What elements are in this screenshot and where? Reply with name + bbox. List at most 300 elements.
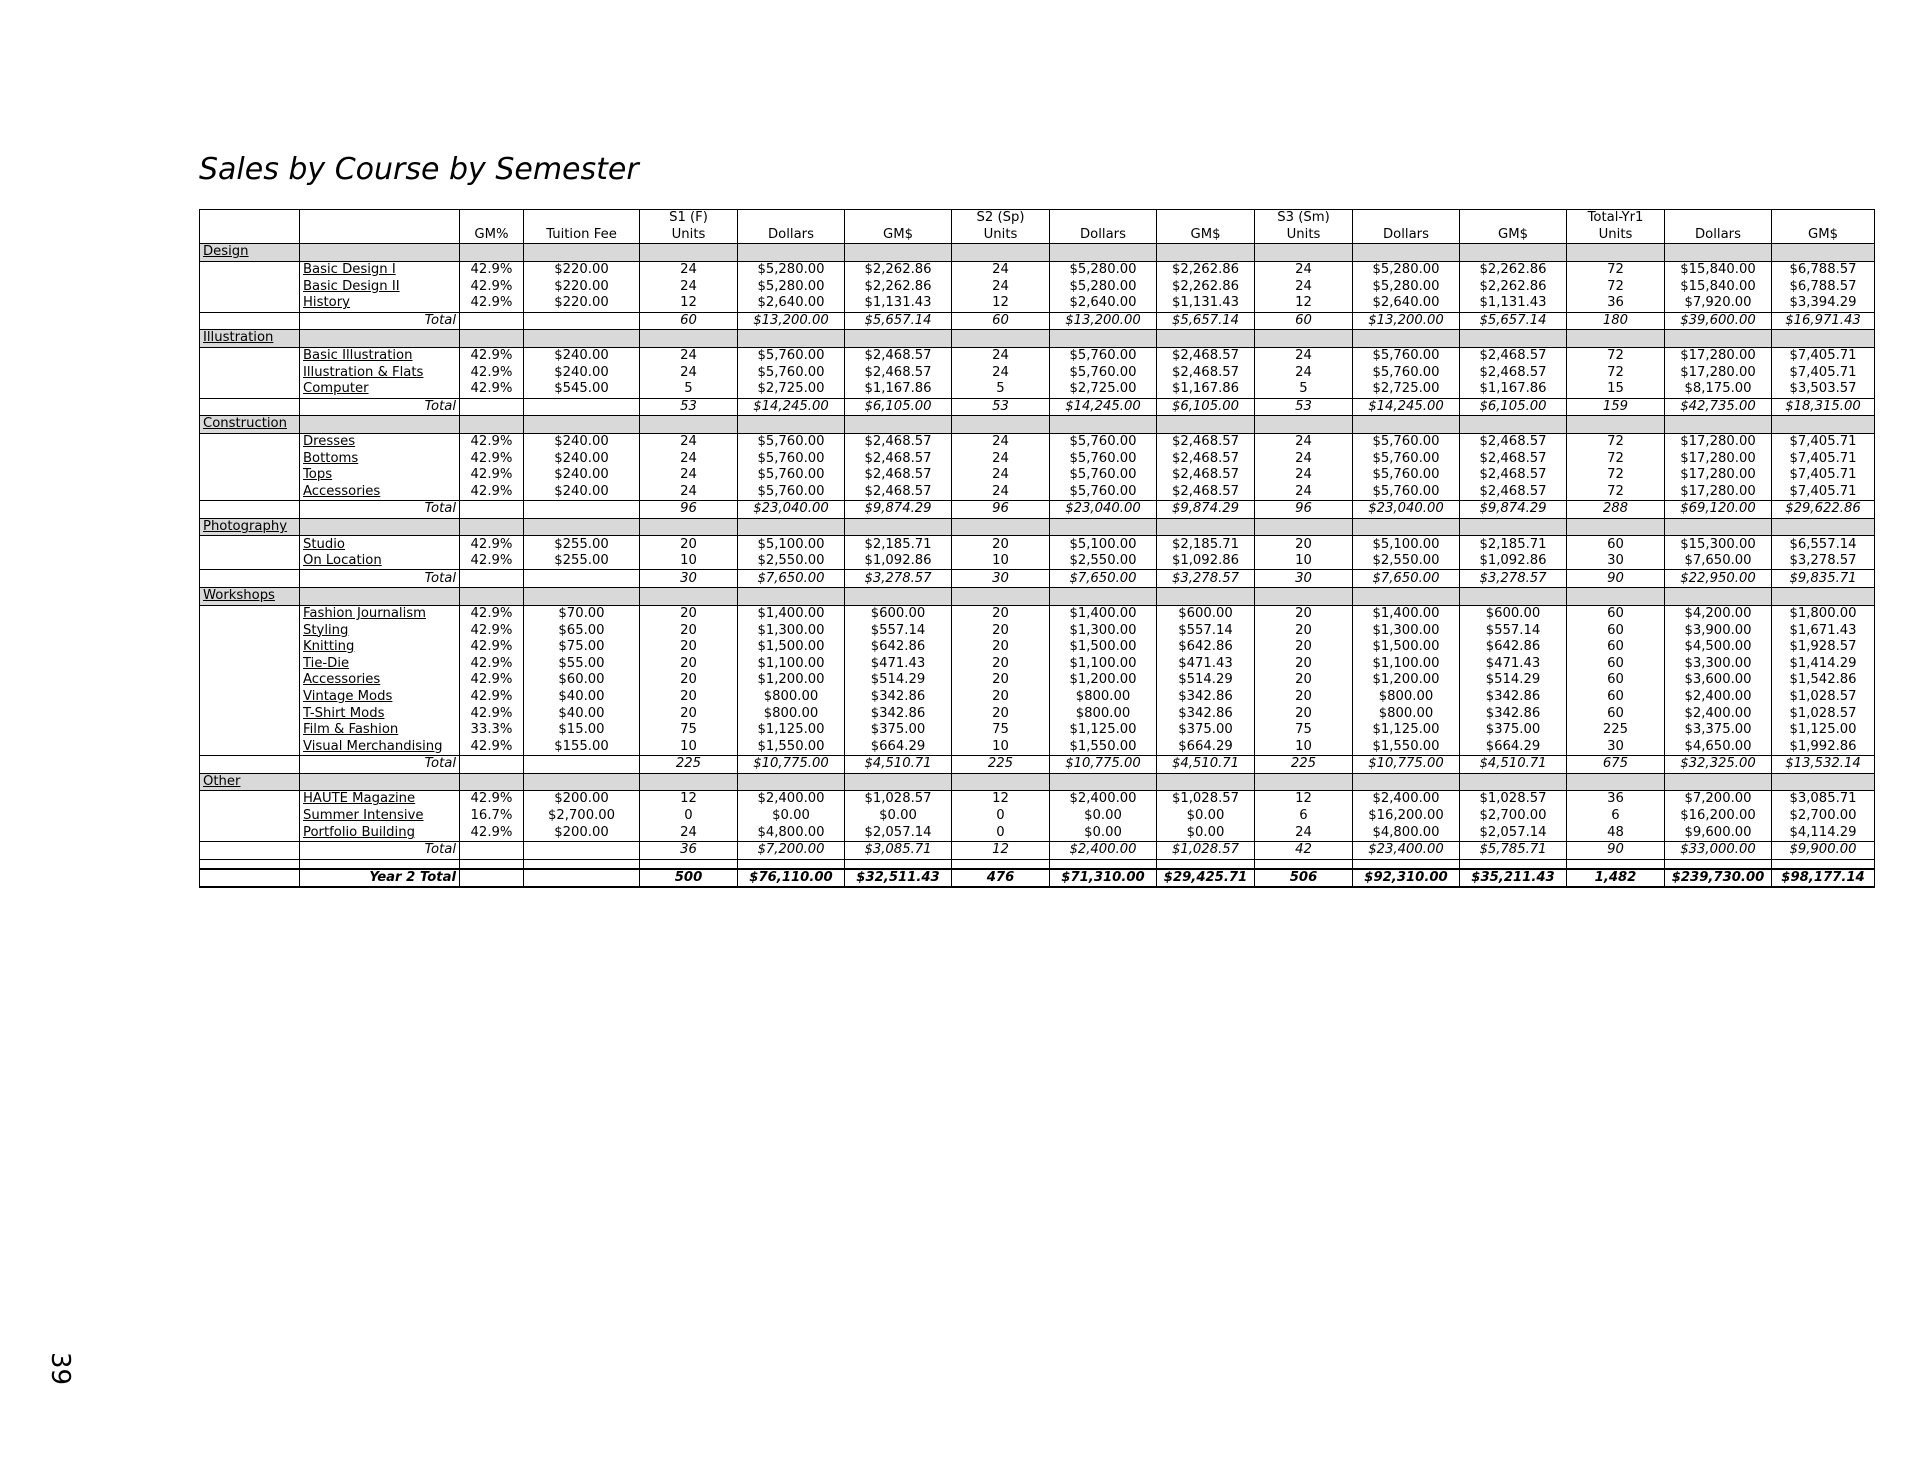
table-cell: $240.00 <box>524 484 640 501</box>
table-cell: $1,028.57 <box>1772 689 1875 706</box>
column-header: Units <box>952 227 1050 244</box>
grand-total-cell: $92,310.00 <box>1353 869 1460 888</box>
table-cell: $2,468.57 <box>1460 347 1567 364</box>
total-cell: $4,510.71 <box>1157 756 1255 774</box>
total-cell: $23,040.00 <box>1353 501 1460 519</box>
table-cell: $2,550.00 <box>1353 553 1460 570</box>
total-cell: $5,657.14 <box>845 312 952 330</box>
table-cell: $1,300.00 <box>1050 622 1157 639</box>
table-cell: $1,550.00 <box>1050 738 1157 755</box>
category-blank <box>1157 244 1255 262</box>
total-cell: $23,040.00 <box>1050 501 1157 519</box>
table-cell: $2,468.57 <box>845 364 952 381</box>
table-cell: $7,405.71 <box>1772 347 1875 364</box>
table-cell: $6,788.57 <box>1772 261 1875 278</box>
category-row <box>200 244 1875 262</box>
column-header: GM$ <box>1157 227 1255 244</box>
table-cell: 20 <box>640 672 738 689</box>
table-cell: $2,262.86 <box>845 261 952 278</box>
table-cell: 33.3% <box>460 722 524 739</box>
category-blank <box>1567 588 1665 606</box>
spacer-cell <box>1353 859 1460 869</box>
total-cell: 30 <box>1255 570 1353 588</box>
spacer-row <box>200 859 1875 869</box>
table-cell: $5,760.00 <box>1050 450 1157 467</box>
total-cell: $16,971.43 <box>1772 312 1875 330</box>
table-cell: $1,671.43 <box>1772 622 1875 639</box>
category-blank <box>738 518 845 536</box>
total-cell: $7,650.00 <box>738 570 845 588</box>
table-cell: $16,200.00 <box>1353 808 1460 825</box>
course-name: Basic Illustration <box>300 347 460 364</box>
table-cell: $1,100.00 <box>1353 655 1460 672</box>
table-cell: $342.86 <box>1157 689 1255 706</box>
row-blank <box>200 364 300 381</box>
table-cell: $2,185.71 <box>1157 536 1255 553</box>
category-blank <box>300 518 460 536</box>
table-cell: 12 <box>640 295 738 312</box>
table-cell: 10 <box>1255 738 1353 755</box>
table-cell: $2,468.57 <box>845 467 952 484</box>
table-cell: 75 <box>952 722 1050 739</box>
table-cell: 42.9% <box>460 705 524 722</box>
table-cell: 24 <box>1255 364 1353 381</box>
table-cell: $5,760.00 <box>1353 433 1460 450</box>
table-cell: $70.00 <box>524 605 640 622</box>
column-header: Dollars <box>738 227 845 244</box>
table-cell: $5,100.00 <box>738 536 845 553</box>
category-blank <box>640 518 738 536</box>
total-cell: 288 <box>1567 501 1665 519</box>
table-cell: $1,167.86 <box>1460 381 1567 398</box>
table-cell: $1,414.29 <box>1772 655 1875 672</box>
table-cell: $1,928.57 <box>1772 639 1875 656</box>
grand-total-cell: $76,110.00 <box>738 869 845 888</box>
grand-total-cell <box>524 869 640 888</box>
total-cell: $3,278.57 <box>845 570 952 588</box>
total-cell: $13,200.00 <box>1050 312 1157 330</box>
category-blank <box>460 416 524 434</box>
category-blank <box>1567 518 1665 536</box>
total-cell: $3,278.57 <box>1460 570 1567 588</box>
table-cell: 30 <box>1567 738 1665 755</box>
table-row <box>200 467 1875 484</box>
column-header: Dollars <box>1050 227 1157 244</box>
table-cell: $7,920.00 <box>1665 295 1772 312</box>
table-cell: 24 <box>952 484 1050 501</box>
table-cell: $800.00 <box>738 705 845 722</box>
table-cell: $6,557.14 <box>1772 536 1875 553</box>
table-cell: $5,760.00 <box>738 347 845 364</box>
total-cell: 60 <box>952 312 1050 330</box>
table-cell: $664.29 <box>1460 738 1567 755</box>
category-blank <box>524 773 640 791</box>
table-cell: 42.9% <box>460 295 524 312</box>
table-cell: 24 <box>640 824 738 841</box>
spacer-cell <box>640 859 738 869</box>
table-cell: 42.9% <box>460 672 524 689</box>
category-blank <box>1050 518 1157 536</box>
table-cell: $2,725.00 <box>1050 381 1157 398</box>
total-cell <box>460 570 524 588</box>
table-cell: 20 <box>1255 622 1353 639</box>
category-row <box>200 588 1875 606</box>
table-cell: $664.29 <box>1157 738 1255 755</box>
category-row <box>200 518 1875 536</box>
table-cell: $5,760.00 <box>1353 364 1460 381</box>
grand-total-cell <box>460 869 524 888</box>
table-cell: $40.00 <box>524 689 640 706</box>
total-label: Total <box>300 501 460 519</box>
table-cell: 0 <box>952 824 1050 841</box>
table-cell: $17,280.00 <box>1665 467 1772 484</box>
category-blank <box>460 773 524 791</box>
course-name: Film & Fashion <box>300 722 460 739</box>
total-cell: $9,874.29 <box>1157 501 1255 519</box>
category-blank <box>1460 588 1567 606</box>
table-cell: $1,400.00 <box>1050 605 1157 622</box>
column-header: Tuition Fee <box>524 227 640 244</box>
grand-total-cell: $29,425.71 <box>1157 869 1255 888</box>
table-cell: $0.00 <box>1050 824 1157 841</box>
category-blank <box>300 330 460 348</box>
total-cell: $5,657.14 <box>1460 312 1567 330</box>
total-cell: 159 <box>1567 398 1665 416</box>
table-cell: 24 <box>640 484 738 501</box>
table-cell: $220.00 <box>524 295 640 312</box>
table-cell: 42.9% <box>460 824 524 841</box>
table-cell: 42.9% <box>460 639 524 656</box>
total-cell: 90 <box>1567 841 1665 859</box>
table-cell: $1,500.00 <box>1050 639 1157 656</box>
table-cell: $6,788.57 <box>1772 278 1875 295</box>
table-cell: 72 <box>1567 278 1665 295</box>
table-cell: $255.00 <box>524 536 640 553</box>
total-cell: $7,650.00 <box>1050 570 1157 588</box>
table-cell: 30 <box>1567 553 1665 570</box>
table-cell: $642.86 <box>1460 639 1567 656</box>
category-blank <box>1665 588 1772 606</box>
header-blank <box>1460 210 1567 227</box>
category-blank <box>952 416 1050 434</box>
table-cell: 20 <box>952 655 1050 672</box>
row-blank <box>200 501 300 519</box>
table-cell: $2,725.00 <box>1353 381 1460 398</box>
category-blank <box>952 330 1050 348</box>
table-cell: $2,468.57 <box>845 347 952 364</box>
spacer-cell <box>460 859 524 869</box>
table-cell: $557.14 <box>1460 622 1567 639</box>
table-cell: $220.00 <box>524 278 640 295</box>
table-cell: 20 <box>1255 639 1353 656</box>
table-cell: $2,468.57 <box>1157 467 1255 484</box>
spacer-cell <box>1157 859 1255 869</box>
grand-total-row <box>200 869 1875 888</box>
table-cell: $240.00 <box>524 347 640 364</box>
column-header: Units <box>1567 227 1665 244</box>
table-cell: $2,640.00 <box>738 295 845 312</box>
table-cell: 225 <box>1567 722 1665 739</box>
category-blank <box>738 244 845 262</box>
table-cell: 42.9% <box>460 381 524 398</box>
table-cell: 24 <box>952 467 1050 484</box>
table-cell: $2,262.86 <box>1460 261 1567 278</box>
table-cell: $2,700.00 <box>1460 808 1567 825</box>
grand-total-cell: $32,511.43 <box>845 869 952 888</box>
table-cell: $2,468.57 <box>845 484 952 501</box>
category-blank <box>1772 773 1875 791</box>
table-cell: 20 <box>1255 705 1353 722</box>
category-blank <box>738 773 845 791</box>
course-name: Computer <box>300 381 460 398</box>
table-cell: 12 <box>1255 295 1353 312</box>
total-row <box>200 398 1875 416</box>
total-cell: $69,120.00 <box>1665 501 1772 519</box>
table-row <box>200 722 1875 739</box>
total-cell: $22,950.00 <box>1665 570 1772 588</box>
table-cell: 24 <box>952 450 1050 467</box>
table-cell: $342.86 <box>1460 689 1567 706</box>
category-blank <box>1157 518 1255 536</box>
table-cell: 12 <box>952 295 1050 312</box>
table-cell: 20 <box>952 639 1050 656</box>
table-cell: $342.86 <box>845 689 952 706</box>
table-cell: $2,550.00 <box>1050 553 1157 570</box>
category-row <box>200 330 1875 348</box>
total-cell: 53 <box>952 398 1050 416</box>
table-cell: 24 <box>1255 433 1353 450</box>
table-cell: $7,405.71 <box>1772 433 1875 450</box>
row-blank <box>200 655 300 672</box>
table-row <box>200 381 1875 398</box>
spacer-cell <box>1772 859 1875 869</box>
category-blank <box>1353 416 1460 434</box>
total-cell <box>524 570 640 588</box>
table-cell: $1,028.57 <box>1460 791 1567 808</box>
table-cell: $600.00 <box>1460 605 1567 622</box>
table-cell: 72 <box>1567 467 1665 484</box>
total-label: Total <box>300 570 460 588</box>
table-cell: 15 <box>1567 381 1665 398</box>
row-blank <box>200 841 300 859</box>
header-row-columns <box>200 227 1875 244</box>
table-cell: $1,200.00 <box>738 672 845 689</box>
column-header: Units <box>640 227 738 244</box>
row-blank <box>200 605 300 622</box>
row-blank <box>200 756 300 774</box>
category-blank <box>1353 773 1460 791</box>
table-cell: $1,092.86 <box>1460 553 1567 570</box>
table-cell: $65.00 <box>524 622 640 639</box>
row-blank <box>200 381 300 398</box>
course-name: Fashion Journalism <box>300 605 460 622</box>
grand-total-cell: $35,211.43 <box>1460 869 1567 888</box>
table-cell: 24 <box>640 364 738 381</box>
table-row <box>200 347 1875 364</box>
course-name: Summer Intensive <box>300 808 460 825</box>
category-label: Construction <box>200 416 300 434</box>
table-cell: $514.29 <box>845 672 952 689</box>
table-cell: $200.00 <box>524 824 640 841</box>
table-cell: 42.9% <box>460 738 524 755</box>
category-blank <box>524 416 640 434</box>
total-row <box>200 841 1875 859</box>
table-cell: 42.9% <box>460 791 524 808</box>
column-header: Units <box>1255 227 1353 244</box>
category-label: Other <box>200 773 300 791</box>
total-cell: 225 <box>640 756 738 774</box>
table-cell: 24 <box>640 450 738 467</box>
total-cell: 90 <box>1567 570 1665 588</box>
category-blank <box>640 330 738 348</box>
category-blank <box>1665 518 1772 536</box>
table-cell: 42.9% <box>460 484 524 501</box>
total-cell: $10,775.00 <box>1050 756 1157 774</box>
table-cell: 20 <box>952 672 1050 689</box>
table-cell: 20 <box>1255 536 1353 553</box>
table-cell: 24 <box>640 347 738 364</box>
category-blank <box>300 588 460 606</box>
table-cell: 72 <box>1567 261 1665 278</box>
table-row <box>200 536 1875 553</box>
table-cell: $1,542.86 <box>1772 672 1875 689</box>
total-cell: 30 <box>952 570 1050 588</box>
spacer-cell <box>200 859 300 869</box>
total-cell <box>460 312 524 330</box>
table-cell: $2,468.57 <box>1460 467 1567 484</box>
table-row <box>200 261 1875 278</box>
total-cell: $4,510.71 <box>845 756 952 774</box>
page-title: Sales by Course by Semester <box>199 152 639 187</box>
table-cell: $5,760.00 <box>738 484 845 501</box>
table-cell: $2,468.57 <box>1157 433 1255 450</box>
total-cell: $7,650.00 <box>1353 570 1460 588</box>
table-cell: 42.9% <box>460 689 524 706</box>
table-cell: $514.29 <box>1157 672 1255 689</box>
table-cell: $5,760.00 <box>1353 347 1460 364</box>
table-cell: 6 <box>1567 808 1665 825</box>
category-blank <box>1157 416 1255 434</box>
total-cell: 225 <box>952 756 1050 774</box>
row-blank <box>200 869 300 888</box>
category-label: Workshops <box>200 588 300 606</box>
table-cell: $1,200.00 <box>1353 672 1460 689</box>
column-header: GM$ <box>1772 227 1875 244</box>
header-row-groups <box>200 210 1875 227</box>
total-cell: 53 <box>1255 398 1353 416</box>
category-blank <box>1255 244 1353 262</box>
table-cell: 20 <box>952 622 1050 639</box>
category-row <box>200 773 1875 791</box>
table-cell: $5,280.00 <box>1050 261 1157 278</box>
category-blank <box>845 773 952 791</box>
table-cell: 42.9% <box>460 261 524 278</box>
table-cell: 42.9% <box>460 278 524 295</box>
table-cell: $1,092.86 <box>845 553 952 570</box>
course-name: HAUTE Magazine <box>300 791 460 808</box>
table-cell: 72 <box>1567 347 1665 364</box>
table-cell: $3,900.00 <box>1665 622 1772 639</box>
category-blank <box>1665 330 1772 348</box>
category-blank <box>1772 518 1875 536</box>
total-cell <box>524 501 640 519</box>
course-name: Studio <box>300 536 460 553</box>
course-name: Styling <box>300 622 460 639</box>
table-cell: $2,468.57 <box>1460 433 1567 450</box>
course-name: On Location <box>300 553 460 570</box>
table-cell: $2,468.57 <box>1157 364 1255 381</box>
table-cell: $1,125.00 <box>738 722 845 739</box>
table-cell: $0.00 <box>738 808 845 825</box>
total-cell <box>460 756 524 774</box>
table-cell: $642.86 <box>1157 639 1255 656</box>
total-row <box>200 501 1875 519</box>
total-cell <box>460 398 524 416</box>
total-cell: 96 <box>1255 501 1353 519</box>
table-cell: $1,125.00 <box>1772 722 1875 739</box>
row-blank <box>200 278 300 295</box>
total-cell: $10,775.00 <box>1353 756 1460 774</box>
total-cell: $29,622.86 <box>1772 501 1875 519</box>
table-cell: 20 <box>640 639 738 656</box>
course-name: Accessories <box>300 484 460 501</box>
table-cell: $2,468.57 <box>845 450 952 467</box>
table-row <box>200 278 1875 295</box>
table-cell: 20 <box>1255 655 1353 672</box>
page-number: 39 <box>45 1352 75 1386</box>
table-cell: $220.00 <box>524 261 640 278</box>
row-blank <box>200 689 300 706</box>
table-cell: $1,800.00 <box>1772 605 1875 622</box>
total-label: Total <box>300 841 460 859</box>
table-cell: $0.00 <box>1157 808 1255 825</box>
table-cell: $2,400.00 <box>738 791 845 808</box>
table-row <box>200 622 1875 639</box>
table-cell: $5,760.00 <box>1050 484 1157 501</box>
category-blank <box>1567 330 1665 348</box>
spacer-cell <box>845 859 952 869</box>
header-group-label: S3 (Sm) <box>1255 210 1353 227</box>
table-cell: 72 <box>1567 364 1665 381</box>
table-cell: 42.9% <box>460 467 524 484</box>
table-cell: $557.14 <box>1157 622 1255 639</box>
category-blank <box>1567 773 1665 791</box>
row-blank <box>200 398 300 416</box>
total-cell: 675 <box>1567 756 1665 774</box>
category-blank <box>845 330 952 348</box>
header-blank <box>1772 210 1875 227</box>
table-row <box>200 553 1875 570</box>
table-cell: $15,840.00 <box>1665 278 1772 295</box>
table-cell: $1,100.00 <box>1050 655 1157 672</box>
table-cell: 12 <box>1255 791 1353 808</box>
total-cell: 96 <box>640 501 738 519</box>
row-blank <box>200 639 300 656</box>
table-cell: 24 <box>1255 261 1353 278</box>
table-cell: $600.00 <box>1157 605 1255 622</box>
total-label: Total <box>300 398 460 416</box>
table-cell: $4,800.00 <box>738 824 845 841</box>
total-cell: 60 <box>1255 312 1353 330</box>
table-cell: $5,760.00 <box>1050 467 1157 484</box>
header-blank <box>738 210 845 227</box>
table-cell: 60 <box>1567 689 1665 706</box>
table-cell: $2,468.57 <box>1157 450 1255 467</box>
table-cell: 72 <box>1567 433 1665 450</box>
total-cell: $5,657.14 <box>1157 312 1255 330</box>
spacer-cell <box>1665 859 1772 869</box>
table-cell: $15.00 <box>524 722 640 739</box>
